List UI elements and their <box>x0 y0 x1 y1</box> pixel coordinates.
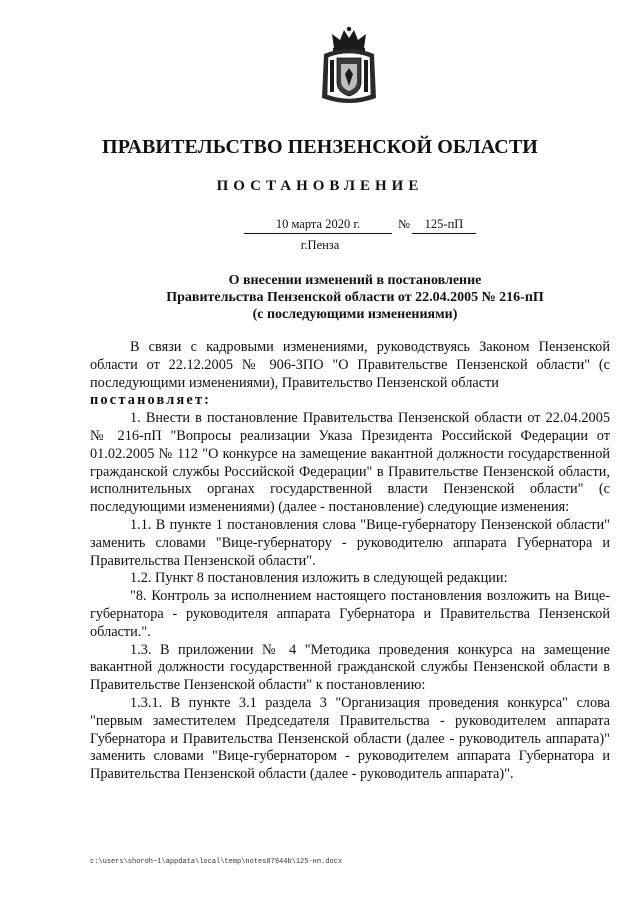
subject-line-3: (с последующими изменениями) <box>252 307 458 322</box>
subject-line-2: Правительства Пензенской области от 22.04.2005 № 216-пП <box>166 290 544 305</box>
paragraph-1-3-1: 1.3.1. В пункте 3.1 раздела 3 "Организация проведения конкурса" слова "первым заместителем Председателя Правительства - руководителем аппарата Губернатора и Правительства Пензенской области (далее - руководитель аппарата)" заменить словами "Вице-губернатором - руководителем аппарата Губернатора и Правительства Пензенской области (далее - руководитель аппарата)". <box>90 694 610 783</box>
number-sign: № <box>398 217 410 231</box>
resolves-keyword: постановляет: <box>90 392 212 409</box>
decree-subject <box>100 272 610 323</box>
resolution-word <box>90 392 610 410</box>
file-path-footer: c:\users\shoroh~1\appdata\local\temp\notes87944b\125-нп.docx <box>90 858 343 866</box>
paragraph-8-text: "8. Контроль за исполнением настоящего постановления возложить на Вице-губернатора - руководителя аппарата Губернатора и Правительства Пензенской области.". <box>90 588 610 640</box>
intro-paragraph: В связи с кадровыми изменениями, руководствуясь Законом Пензенской области от 22.12.2005 № 906-ЗПО "О Правительстве Пензенской области" (с последующими изменениями), Правительство Пензенской области <box>90 339 610 391</box>
city-name: г.Пенза <box>300 238 340 252</box>
decree-number: 125-пП <box>412 217 476 234</box>
coat-of-arms-emblem <box>318 26 380 106</box>
decree-date: 10 марта 2020 г. <box>244 217 392 234</box>
document-type-heading: ПОСТАНОВЛЕНИЕ <box>216 178 424 194</box>
paragraph-1: 1. Внести в постановление Правительства Пензенской области от 22.04.2005 № 216-пП "Вопросы реализации Указа Президента Российской Федерации от 01.02.2005 № 112 "О конкурсе на замещение вакантной должности государственной гражданской службы Российской Федерации" в Правительстве Пензенской области, исполнительных органах государственной власти Пензенской области" (с последующими изменениями) (далее - постановление) следующие изменения: <box>90 410 610 516</box>
paragraph-1-1: 1.1. В пункте 1 постановления слова "Вице-губернатору Пензенской области" заменить словами "Вице-губернатору - руководителю аппарата Губернатора и Правительства Пензенской области". <box>90 516 610 569</box>
subject-line-1: О внесении изменений в постановление <box>228 273 482 288</box>
paragraph-1-3: 1.3. В приложении № 4 "Методика проведения конкурса на замещение вакантной должности государственной гражданской службы Пензенской области в Правительстве Пензенской области" к постановлению: <box>90 641 610 694</box>
government-title: ПРАВИТЕЛЬСТВО ПЕНЗЕНСКОЙ ОБЛАСТИ <box>102 136 538 158</box>
paragraph-1-2: 1.2. Пункт 8 постановления изложить в следующей редакции: <box>130 570 508 587</box>
decree-body <box>90 339 610 784</box>
